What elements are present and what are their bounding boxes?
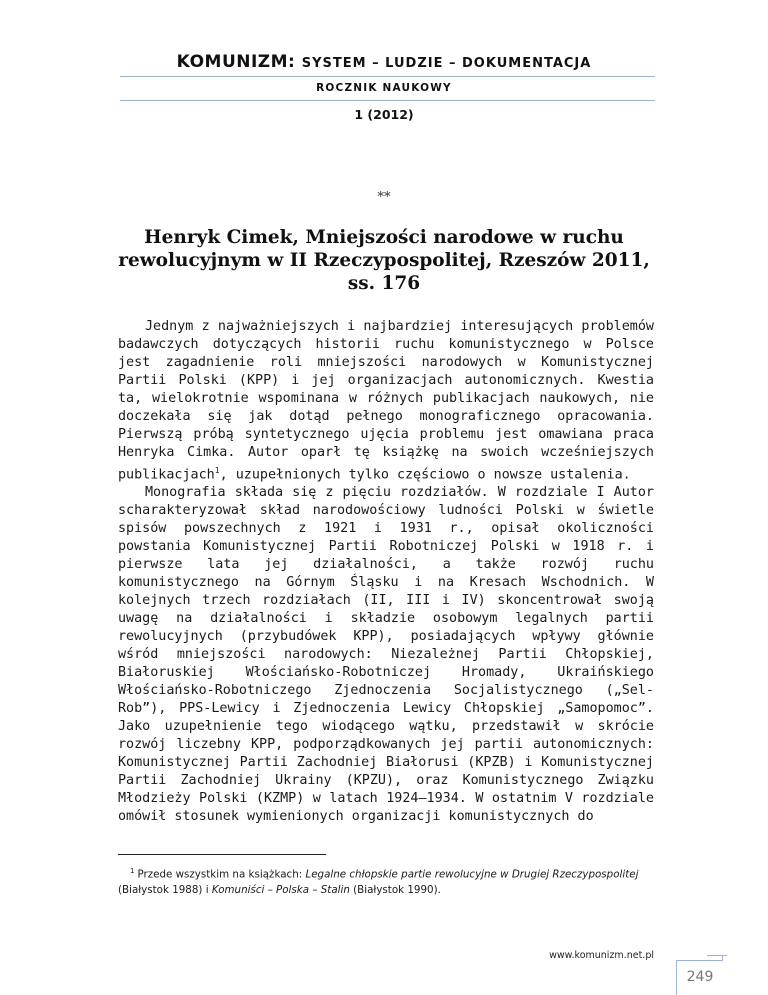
review-title-line: ss. 176 [347, 273, 421, 294]
header-rule-top [120, 76, 655, 77]
section-separator: ** [377, 190, 391, 205]
page-number: 249 [686, 969, 714, 985]
footnote-text: Przede wszystkim na książkach: [137, 868, 306, 881]
issue-number: 1 (2012) [354, 107, 414, 122]
journal-title [0, 52, 768, 72]
header-rule-bottom [120, 100, 655, 101]
footnote-rule [118, 854, 326, 855]
footnote-book-title: Legalne chłopskie partie rewolucyjne w Drugiej Rzeczypospolitej [305, 868, 639, 881]
footnote-text: (Białystok 1990). [349, 884, 441, 897]
footnote-number: 1 [130, 867, 135, 875]
review-title-line: Henryk Cimek, Mniejszości narodowe w ruchu [144, 227, 624, 248]
footnote-book-title: Komuniści – Polska – Stalin [211, 884, 350, 897]
review-title-line: rewolucyjnym w II Rzeczypospolitej, Rzeszów 2011, [118, 250, 650, 271]
paragraph: Monografia składa się z pięciu rozdziałów. W rozdziale I Autor scharakteryzował skład narodowościowy ludności Polski w świetle spisów powszechnych z 1921 i 1931 r., opisał okoliczności powstania Komunistycznej Partii Robotniczej Polski w 1918 r. i pierwsze lata jej działalności, a także rozwój ruchu komunistycznego na Górnym Śląsku i na Kresach Wschodnich. W kolejnych trzech rozdziałach (II, III i IV) skoncentrował swoją uwagę na działalności i składzie osobowym legalnych partii rewolucyjnych (przybudówek KPP), posiadających wpływy głównie wśród mniejszości narodowych: Niezależnej Partii Chłopskiej, Białoruskiej Włościańsko-Robotniczej Hromady, Ukraińskiego Włościańsko-Robotniczego Zjednoczenia Socjalistycznego („Sel-Rob”), PPS-Lewicy i Zjednoczenia Lewicy Chłopskiej „Samopomoc”. Jako uzupełnienie tego wiodącego wątku, przedstawił w skrócie rozwój liczebny KPP, podporządkowanych jej partii autonomicznych: Komunistycznej Partii Zachodniej Białorusi (KPZB) i Komunistycznej Partii Zachodniej Ukrainy (KPZU), oraz Komunistycznego Związku Młodzieży Polski (KZMP) w latach 1924–1934. W ostatnim V rozdziale omówił stosunek wymienionych organizacji komunistycznych do [118, 485, 654, 825]
website-link[interactable]: www.komunizm.net.pl [549, 950, 654, 961]
footnote [118, 863, 654, 898]
page-box-tick [707, 955, 727, 956]
footnote-text: (Białystok 1988) i [118, 884, 212, 897]
review-title [100, 226, 668, 295]
paragraph [118, 318, 654, 484]
journal-title-rest: SYSTEM – LUDZIE – DOKUMENTACJA [301, 56, 592, 71]
journal-subtitle: ROCZNIK NAUKOWY [316, 82, 452, 94]
footnote-reference: 1 [214, 466, 220, 475]
article-body [118, 318, 654, 826]
paragraph-text: , uzupełnionych tylko częściowo o nowsze ustalenia. [219, 467, 631, 483]
paragraph-text: Jednym z najważniejszych i najbardziej interesujących problemów badawczych dotyczących historii ruchu komunistycznego w Polsce jest zagadnienie roli mniejszości narodowych w Komunistycznej Partii Polski (KPP) i jej organizacjach autonomicznych. Kwestia ta, wielokrotnie wspominana w różnych publikacjach naukowych, nie doczekała się jak dotąd pełnego monograficznego opracowania. Pierwszą próbą syntetycznego ujęcia problemu jest omawiana praca Henryka Cimka. Autor oparł tę książkę na swoich wcześniejszych publikacjach [118, 319, 654, 483]
journal-title-main: KOMUNIZM: [176, 52, 296, 72]
